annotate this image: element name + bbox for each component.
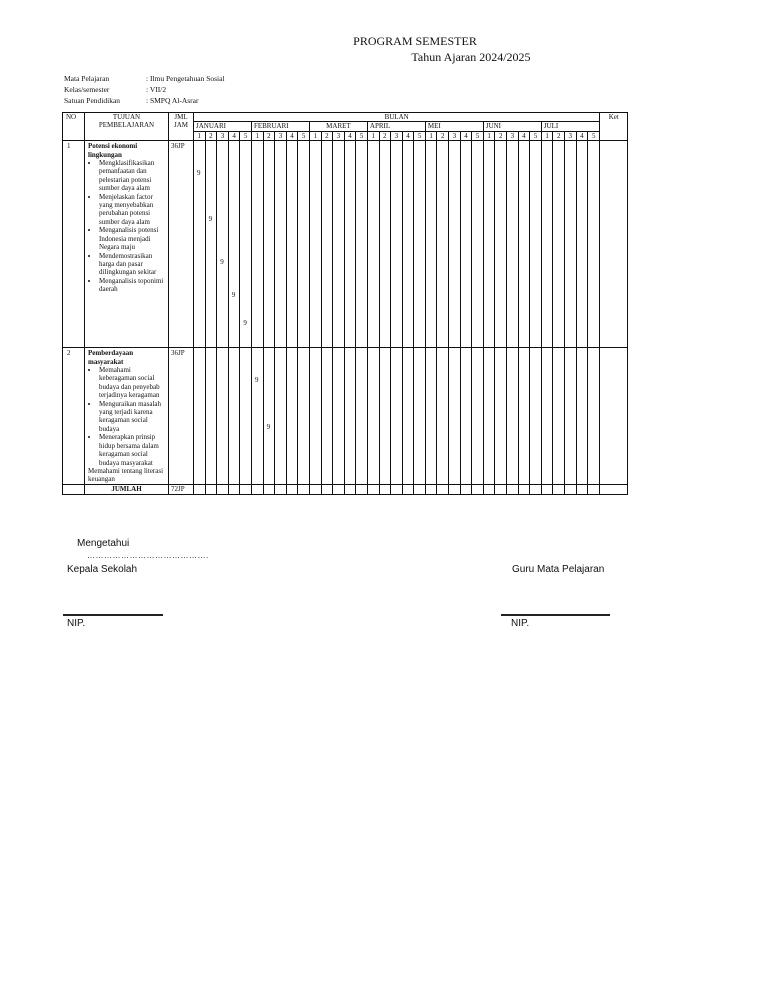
- week-cell: [530, 348, 542, 485]
- week-header: 5: [414, 131, 426, 140]
- week-cell: [576, 141, 588, 348]
- week-mark: 9: [254, 376, 259, 385]
- week-cell: [414, 348, 426, 485]
- week-cell: [228, 484, 240, 494]
- week-cell: [402, 141, 414, 348]
- week-header: 4: [402, 131, 414, 140]
- week-cell: [565, 348, 577, 485]
- week-cell: [460, 484, 472, 494]
- tujuan-cell: [85, 141, 169, 348]
- week-cell: [541, 348, 553, 485]
- week-mark: 9: [266, 423, 271, 432]
- jml-jam-value: 36JP: [169, 348, 194, 485]
- week-header: 3: [333, 131, 345, 140]
- week-cell: [263, 484, 275, 494]
- nip-right: NIP.: [511, 618, 530, 629]
- week-mark: 9: [208, 215, 213, 224]
- week-cell: [333, 141, 345, 348]
- week-cell: [483, 348, 495, 485]
- week-mark: 9: [197, 169, 201, 178]
- week-cell: [217, 141, 229, 348]
- week-cell: [518, 348, 530, 485]
- tujuan-title: Potensi ekonomi lingkungan: [88, 142, 138, 159]
- info-label: Mata Pelajaran: [64, 74, 110, 83]
- week-header: 1: [367, 131, 379, 140]
- week-cell: [565, 141, 577, 348]
- week-cell: [286, 484, 298, 494]
- info-value: : SMPQ Al-Asrar: [146, 96, 199, 105]
- week-header: 3: [275, 131, 287, 140]
- total-no-cell: [63, 484, 85, 494]
- header-no: NO: [63, 113, 85, 141]
- row-number: 1: [63, 141, 85, 348]
- list-item: • Menguraikan masalah yang terjadi karena keragaman social budaya: [99, 400, 166, 434]
- month-header-januari: JANUARI: [194, 122, 252, 131]
- list-item: • Menjelaskan factor yang menyebabkan perubahan potensi sumber daya alam: [99, 193, 166, 227]
- week-header: 4: [576, 131, 588, 140]
- week-header: 5: [530, 131, 542, 140]
- ket-cell: [600, 348, 628, 485]
- week-cell: [321, 484, 333, 494]
- week-header: 4: [460, 131, 472, 140]
- program-semester-table: [62, 112, 628, 495]
- month-header-april: APRIL: [367, 122, 425, 131]
- tujuan-title: Pemberdayaan masyarakat: [88, 349, 134, 366]
- week-cell: [309, 484, 321, 494]
- week-cell: [495, 348, 507, 485]
- week-cell: [356, 484, 368, 494]
- mengetahui-label: Mengetahui: [77, 538, 130, 549]
- list-item: • Mendemostrasikan harga dan pasar dilingkungan sekitar: [99, 252, 166, 277]
- week-header: 2: [379, 131, 391, 140]
- week-header: 4: [286, 131, 298, 140]
- week-cell: [472, 141, 484, 348]
- week-cell: [344, 141, 356, 348]
- week-cell: [298, 484, 310, 494]
- week-cell: [263, 141, 275, 348]
- header-bulan: BULAN: [194, 113, 600, 122]
- list-item: • Memahami keberagaman social budaya dan penyebab terjadinya keragaman: [99, 366, 166, 400]
- week-cell: [495, 484, 507, 494]
- week-cell: [205, 348, 217, 485]
- ket-cell: [600, 484, 628, 494]
- info-label: Satuan Pendidikan: [64, 96, 121, 105]
- week-cell: [553, 484, 565, 494]
- week-header: 5: [240, 131, 252, 140]
- guru-label: Guru Mata Pelajaran: [512, 564, 605, 575]
- week-cell: [449, 141, 461, 348]
- week-header: 1: [194, 131, 206, 140]
- header-jml-jam: JML JAM: [169, 113, 194, 141]
- document-subtitle: Tahun Ajaran 2024/2025: [411, 50, 531, 64]
- week-cell: [541, 141, 553, 348]
- week-cell: [379, 141, 391, 348]
- week-cell: [460, 141, 472, 348]
- list-item: • Menganalisis potensi Indonesia menjadi Negara maju: [99, 226, 166, 251]
- week-cell: [379, 484, 391, 494]
- week-cell: [472, 348, 484, 485]
- week-cell: [194, 141, 206, 348]
- week-header: 3: [391, 131, 403, 140]
- week-cell: [367, 141, 379, 348]
- week-cell: [507, 348, 519, 485]
- week-header: 3: [565, 131, 577, 140]
- week-cell: [333, 484, 345, 494]
- week-cell: [240, 484, 252, 494]
- week-cell: [391, 484, 403, 494]
- week-cell: [344, 348, 356, 485]
- week-cell: [217, 348, 229, 485]
- week-header: 2: [205, 131, 217, 140]
- week-mark: 9: [220, 258, 224, 267]
- week-cell: [356, 348, 368, 485]
- week-cell: [286, 141, 298, 348]
- week-cell: [367, 348, 379, 485]
- week-cell: [588, 141, 600, 348]
- month-header-mei: MEI: [425, 122, 483, 131]
- week-cell: [507, 141, 519, 348]
- month-header-februari: FEBRUARI: [251, 122, 309, 131]
- week-cell: [356, 141, 368, 348]
- week-mark: 9: [243, 319, 247, 328]
- week-cell: [553, 348, 565, 485]
- week-cell: [298, 348, 310, 485]
- week-cell: [414, 484, 426, 494]
- week-cell: [483, 141, 495, 348]
- nip-left: NIP.: [67, 618, 86, 629]
- week-header: 1: [483, 131, 495, 140]
- week-cell: [379, 348, 391, 485]
- week-cell: [240, 141, 252, 348]
- week-header: 5: [588, 131, 600, 140]
- week-header: 3: [449, 131, 461, 140]
- week-cell: [228, 141, 240, 348]
- ket-cell: [600, 141, 628, 348]
- header-tujuan: TUJUAN PEMBELAJARAN: [85, 113, 169, 141]
- week-header: 5: [356, 131, 368, 140]
- week-mark: 9: [231, 291, 236, 300]
- week-cell: [565, 484, 577, 494]
- week-header: 4: [518, 131, 530, 140]
- week-header: 4: [228, 131, 240, 140]
- week-cell: [541, 484, 553, 494]
- week-cell: [530, 484, 542, 494]
- kepala-sekolah-label: Kepala Sekolah: [67, 564, 138, 575]
- list-item: • Menganalisis toponimi daerah: [99, 277, 166, 294]
- week-cell: [321, 348, 333, 485]
- week-header: 3: [507, 131, 519, 140]
- row-number: 2: [63, 348, 85, 485]
- total-label: JUMLAH: [85, 484, 169, 494]
- week-cell: [402, 348, 414, 485]
- month-header-maret: MARET: [309, 122, 367, 131]
- info-label: Kelas/semester: [64, 85, 110, 94]
- week-cell: [425, 141, 437, 348]
- week-cell: [391, 348, 403, 485]
- week-cell: [576, 348, 588, 485]
- week-header: 1: [309, 131, 321, 140]
- week-header: 1: [251, 131, 263, 140]
- week-cell: [251, 348, 263, 485]
- week-cell: [309, 141, 321, 348]
- week-cell: [275, 348, 287, 485]
- week-header: 2: [263, 131, 275, 140]
- week-cell: [576, 484, 588, 494]
- week-cell: [298, 141, 310, 348]
- week-cell: [263, 348, 275, 485]
- tujuan-cell: [85, 348, 169, 485]
- week-cell: [217, 484, 229, 494]
- signature-line-left: [63, 614, 163, 616]
- week-cell: [483, 484, 495, 494]
- week-cell: [402, 484, 414, 494]
- week-cell: [251, 484, 263, 494]
- week-cell: [414, 141, 426, 348]
- tujuan-list: [88, 366, 166, 467]
- week-cell: [507, 484, 519, 494]
- week-cell: [240, 348, 252, 485]
- week-header: 2: [495, 131, 507, 140]
- week-cell: [460, 348, 472, 485]
- week-header: 2: [553, 131, 565, 140]
- week-cell: [518, 141, 530, 348]
- week-header: 4: [344, 131, 356, 140]
- info-value: : Ilmu Pengetahuan Sosial: [146, 74, 225, 83]
- month-header-juli: JULI: [541, 122, 599, 131]
- week-cell: [437, 348, 449, 485]
- week-cell: [344, 484, 356, 494]
- week-header: 2: [321, 131, 333, 140]
- week-cell: [425, 348, 437, 485]
- week-cell: [553, 141, 565, 348]
- week-cell: [437, 141, 449, 348]
- week-cell: [391, 141, 403, 348]
- week-cell: [588, 484, 600, 494]
- week-cell: [518, 484, 530, 494]
- week-cell: [333, 348, 345, 485]
- total-value: 72JP: [169, 484, 194, 494]
- week-cell: [286, 348, 298, 485]
- week-cell: [449, 348, 461, 485]
- week-cell: [275, 484, 287, 494]
- jml-jam-value: 36JP: [169, 141, 194, 348]
- signature-line-right: [501, 614, 610, 616]
- header-ket: Ket: [600, 113, 628, 141]
- week-header: 3: [217, 131, 229, 140]
- week-cell: [275, 141, 287, 348]
- signature-dots: …………………………………….: [87, 551, 209, 560]
- week-cell: [251, 141, 263, 348]
- week-header: 5: [298, 131, 310, 140]
- week-cell: [309, 348, 321, 485]
- week-cell: [205, 141, 217, 348]
- week-header: 1: [425, 131, 437, 140]
- list-item: • Mengklasifikasikan pemanfaatan dan pelestarian potensi sumber daya alam: [99, 159, 166, 193]
- week-cell: [367, 484, 379, 494]
- month-header-juni: JUNI: [483, 122, 541, 131]
- week-cell: [425, 484, 437, 494]
- week-cell: [530, 141, 542, 348]
- list-item: • Menerapkan prinsip hidup bersama dalam keragaman social budaya masyarakat: [99, 433, 166, 467]
- week-cell: [321, 141, 333, 348]
- tujuan-extra: Memahami tentang literasi keuangan: [88, 466, 164, 484]
- week-header: 5: [472, 131, 484, 140]
- week-cell: [205, 484, 217, 494]
- document-title: PROGRAM SEMESTER: [353, 34, 477, 48]
- week-cell: [194, 484, 206, 494]
- info-value: : VII/2: [146, 85, 167, 94]
- week-cell: [495, 141, 507, 348]
- week-header: 1: [541, 131, 553, 140]
- week-cell: [588, 348, 600, 485]
- week-cell: [194, 348, 206, 485]
- week-cell: [449, 484, 461, 494]
- week-cell: [437, 484, 449, 494]
- tujuan-list: [88, 159, 166, 294]
- week-cell: [472, 484, 484, 494]
- week-cell: [228, 348, 240, 485]
- week-header: 2: [437, 131, 449, 140]
